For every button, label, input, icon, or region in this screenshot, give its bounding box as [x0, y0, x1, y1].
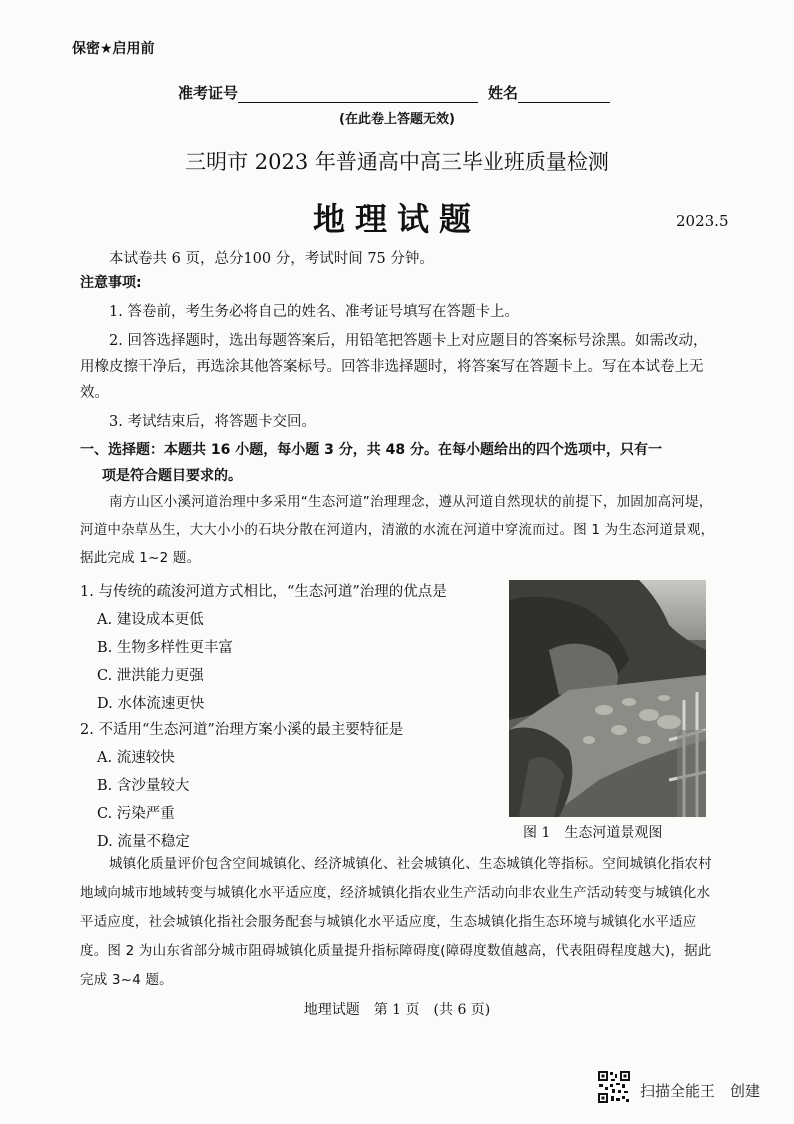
admission-number-blank	[238, 86, 478, 103]
note-item: 1. 答卷前，考生务必将自己的姓名、准考证号填写在答题卡上。	[109, 304, 519, 320]
question-stem: 2. 不适用“生态河道”治理方案小溪的最主要特征是	[80, 722, 404, 738]
section-heading-cont: 项是符合题目要求的。	[102, 468, 242, 484]
option: A. 流速较快	[97, 750, 175, 766]
name-blank	[518, 86, 610, 103]
exam-title: 三明市 2023 年普通高中高三毕业班质量检测	[185, 150, 609, 174]
passage-urbanization: 城镇化质量评价包含空间城镇化、经济城镇化、社会城镇化、生态城镇化等指标。空间城镇化指农村地域向城市地域转变与城镇化水平适应度，经济城镇化指农业生产活动向非农业生产活动转变与城镇化水平适应度，社会城镇化指社会服务配套与城镇化水平适应度，生态城镇化指生态环境与城镇化水平适应度。图 2 为山东省部分城市阻碍城镇化质量提升指标障碍度(障碍度数值越高，代表阻碍程度越大)，据此完成 3~4 题。	[80, 856, 712, 988]
qr-code-icon	[597, 1070, 631, 1104]
note-item: 3. 考试结束后，将答题卡交回。	[109, 414, 316, 430]
exam-intro: 本试卷共 6 页，总分100 分，考试时间 75 分钟。	[109, 251, 434, 267]
invalid-note: (在此卷上答题无效)	[339, 112, 455, 127]
name-label: 姓名	[488, 84, 519, 102]
option: B. 生物多样性更丰富	[97, 640, 233, 656]
question-stem: 1. 与传统的疏浚河道方式相比，“生态河道”治理的优点是	[80, 584, 447, 600]
confidential-label: 保密★启用前	[72, 41, 155, 57]
option: C. 污染严重	[97, 806, 175, 822]
passage-ecological-river: 南方山区小溪河道治理中多采用“生态河道”治理理念，遵从河道自然现状的前提下，加固加高河堤，河道中杂草丛生，大大小小的石块分散在河道内，清澈的水流在河道中穿流而过。图 1 为生态河道景观，据此完成 1~2 题。	[80, 494, 715, 566]
subject-title: 地理试题	[312, 200, 481, 238]
option: D. 水体流速更快	[97, 696, 205, 712]
option: A. 建设成本更低	[97, 612, 204, 628]
option: B. 含沙量较大	[97, 778, 190, 794]
scanner-watermark: 扫描全能王 创建	[640, 1082, 761, 1100]
option: D. 流量不稳定	[97, 834, 190, 850]
note-item: 2. 回答选择题时，选出每题答案后，用铅笔把答题卡上对应题目的答案标号涂黑。如需改动，用橡皮擦干净后，再选涂其他答案标号。回答非选择题时，将答案写在答题卡上。写在本试卷上无效。	[80, 333, 708, 401]
exam-date: 2023.5	[676, 212, 729, 230]
notes-heading: 注意事项:	[80, 275, 142, 291]
section-heading: 一、选择题：本题共 16 小题，每小题 3 分，共 48 分。在每小题给出的四个选项中，只有一	[80, 442, 662, 458]
figure-caption: 图 1 生态河道景观图	[523, 825, 663, 841]
candidate-id-line	[178, 82, 610, 103]
page-footer: 地理试题 第 1 页 (共 6 页)	[303, 1002, 491, 1018]
admission-number-label: 准考证号	[178, 84, 239, 102]
ecological-river-photo	[509, 580, 706, 817]
option: C. 泄洪能力更强	[97, 668, 204, 684]
